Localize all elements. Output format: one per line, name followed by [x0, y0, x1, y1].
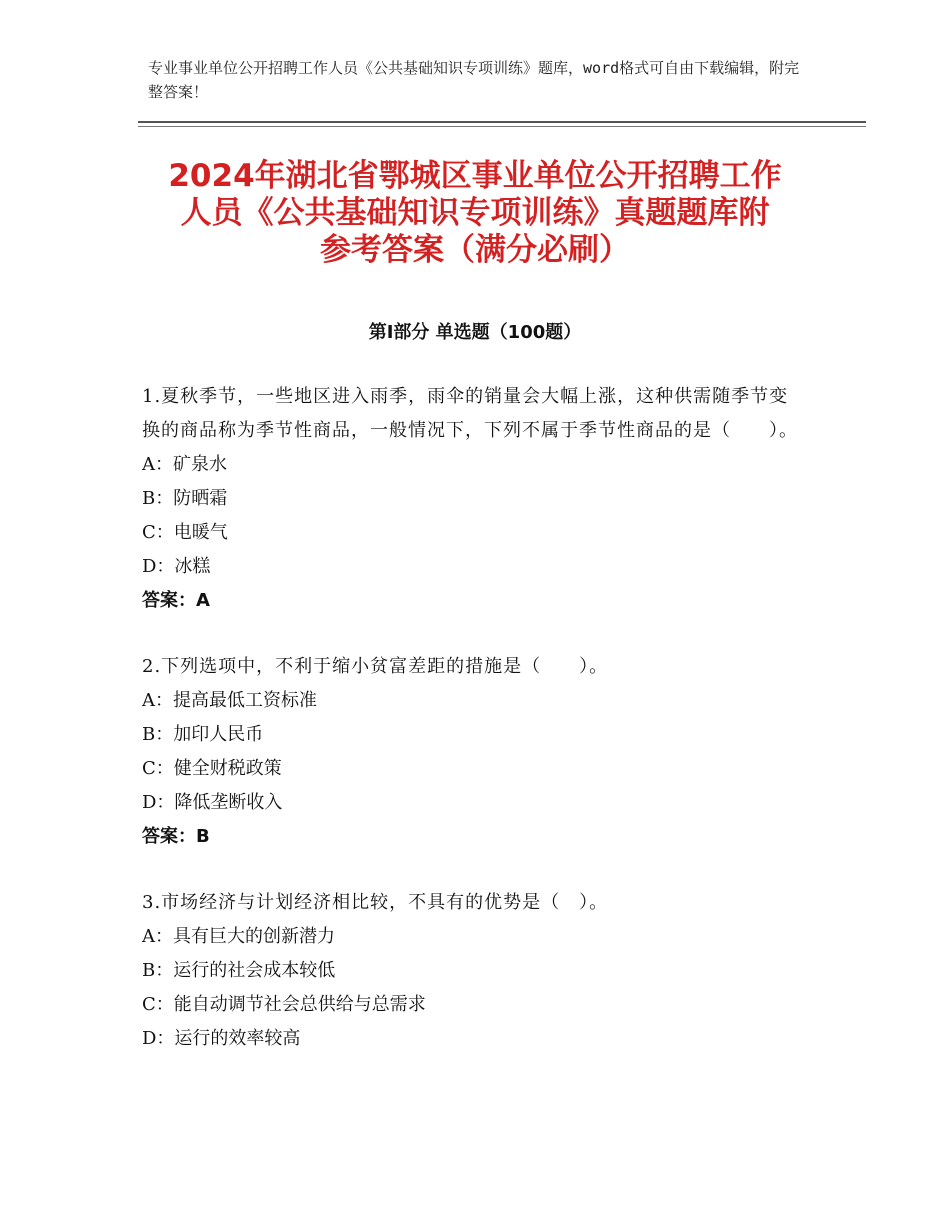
option-a: A：矿泉水 [142, 454, 227, 475]
question-text: 3.市场经济与计划经济相比较，不具有的优势是（ ）。 [142, 892, 609, 913]
option-a: A：具有巨大的创新潜力 [142, 926, 335, 947]
option-a: A：提高最低工资标准 [142, 690, 317, 711]
header-note: 专业事业单位公开招聘工作人员《公共基础知识专项训练》题库，word格式可自由下载编辑，附完整答案！ [148, 59, 800, 101]
answer: 答案：B [142, 826, 210, 847]
option-b: B：加印人民币 [142, 724, 264, 745]
header-rule-thick [138, 121, 866, 123]
option-d: D：运行的效率较高 [142, 1028, 301, 1049]
option-b: B：运行的社会成本较低 [142, 960, 336, 981]
title-line-2: 人员《公共基础知识专项训练》真题题库附 [180, 195, 770, 231]
option-b: B：防晒霜 [142, 488, 228, 509]
title-line-1: 2024年湖北省鄂城区事业单位公开招聘工作 [168, 158, 782, 194]
question-text: 2.下列选项中，不利于缩小贫富差距的措施是（ ）。 [142, 656, 609, 677]
title-line-3: 参考答案（满分必刷） [320, 232, 630, 268]
option-c: C：电暖气 [142, 522, 228, 543]
option-c: C：健全财税政策 [142, 758, 282, 779]
section-heading: 第Ⅰ部分 单选题（100题） [368, 322, 582, 343]
answer: 答案：A [142, 590, 210, 611]
question-text: 1.夏秋季节，一些地区进入雨季，雨伞的销量会大幅上涨，这种供需随季节变换的商品称为季节性商品，一般情况下，下列不属于季节性商品的是（ ）。 [142, 386, 798, 441]
question-3 [142, 886, 807, 1056]
header-rule-thin [138, 126, 866, 127]
option-d: D：冰糕 [142, 556, 211, 577]
option-d: D：降低垄断收入 [142, 792, 283, 813]
question-list [142, 380, 807, 1088]
question-2 [142, 650, 807, 854]
option-c: C：能自动调节社会总供给与总需求 [142, 994, 426, 1015]
document-title [110, 158, 840, 269]
question-1 [142, 380, 807, 618]
